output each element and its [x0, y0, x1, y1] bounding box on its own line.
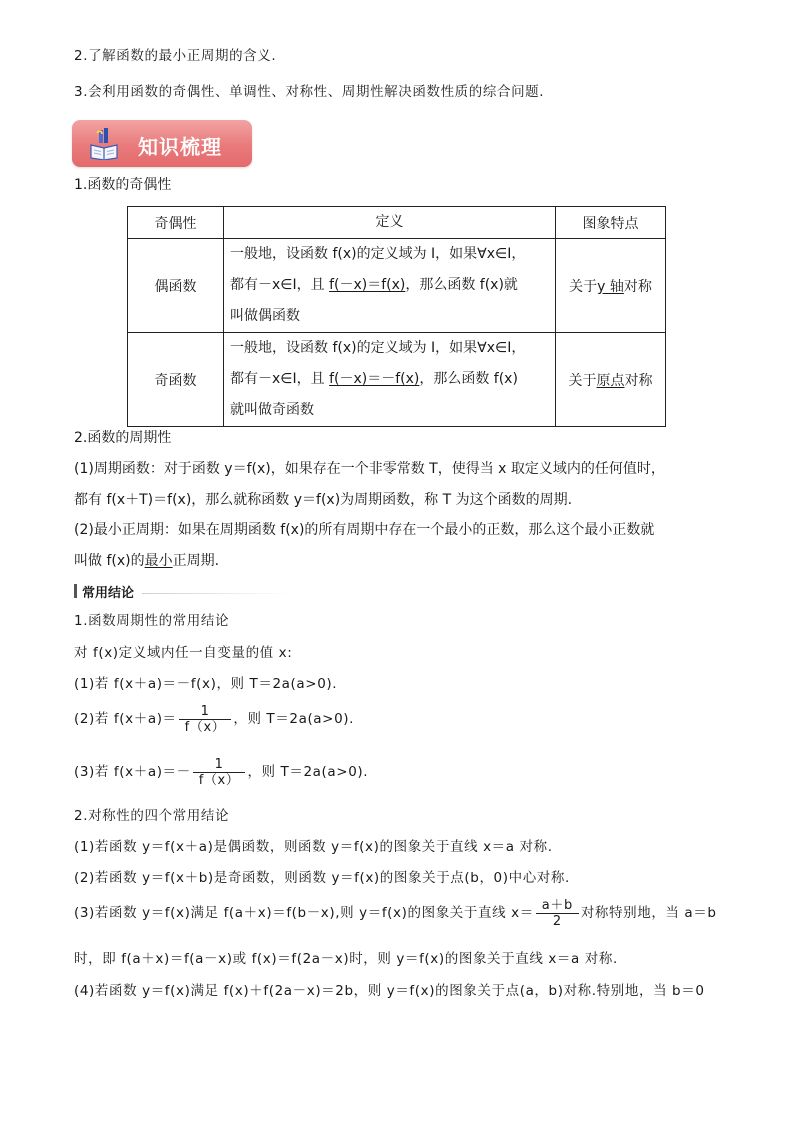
- even-feature: [556, 239, 666, 333]
- odd-def-line3: 就叫做奇函数: [230, 402, 314, 418]
- odd-feature-underline: 原点: [596, 372, 625, 389]
- c1-item3-post: ，则 T＝2a(a>0).: [247, 764, 369, 780]
- odd-feature: [556, 333, 666, 427]
- parity-table: [127, 206, 666, 427]
- odd-definition: [224, 333, 556, 427]
- c1-item1: (1)若 f(x＋a)＝－f(x)，则 T＝2a(a>0).: [74, 676, 338, 692]
- section1-title: 1.函数的奇偶性: [74, 177, 172, 193]
- even-feature-underline: y 轴: [597, 278, 624, 295]
- c2-item2: (2)若函数 y＝f(x＋b)是奇函数，则函数 y＝f(x)的图象关于点(b，0)中心对称.: [74, 870, 570, 886]
- objective-3: 3.会利用函数的奇偶性、单调性、对称性、周期性解决函数性质的综合问题.: [74, 84, 545, 100]
- fraction-numerator: 1: [200, 703, 210, 719]
- header-parity: 奇偶性: [128, 207, 224, 239]
- c1-item2-post: ，则 T＝2a(a>0).: [233, 711, 355, 727]
- even-def-line2-pre: 都有－x∈I，且: [230, 277, 330, 293]
- odd-def-line2: [230, 364, 549, 395]
- fraction-denominator: f（x）: [193, 772, 246, 788]
- table-row-odd: [128, 333, 666, 427]
- header-graph-feature: 图象特点: [556, 207, 666, 239]
- odd-def-line1: 一般地，设函数 f(x)的定义域为 I，如果∀x∈I，: [230, 340, 526, 356]
- c1-item2-pre: (2)若 f(x＋a)＝: [74, 711, 177, 727]
- even-feature-pre: 关于: [569, 278, 598, 295]
- min-period-pre: 叫做 f(x)的: [74, 553, 145, 569]
- fraction-numerator: a＋b: [541, 897, 573, 913]
- even-def-line3: 叫做偶函数: [230, 308, 300, 324]
- fraction-a-plus-b-over-2: [536, 898, 579, 929]
- c2-item4: (4)若函数 y＝f(x)满足 f(x)＋f(2a－x)＝2b，则 y＝f(x)的图象关于点(a，b)对称.特别地，当 b＝0: [74, 983, 705, 999]
- fraction-neg-1-over-fx: [193, 757, 246, 788]
- c2-item3-post: 对称特别地，当 a＝b: [580, 905, 717, 921]
- c2-item3-line2: 时，即 f(a＋x)＝f(a－x)或 f(x)＝f(2a－x)时，则 y＝f(x)的图象关于直线 x＝a 对称.: [74, 951, 618, 967]
- odd-def-line2-underline: f(－x)＝－f(x): [329, 371, 420, 387]
- header-definition: 定义: [224, 207, 556, 239]
- c1-item3: [74, 755, 368, 789]
- c1-item3-pre: (3)若 f(x＋a)＝－: [74, 764, 191, 780]
- even-def-line1: 一般地，设函数 f(x)的定义域为 I，如果∀x∈I，: [230, 246, 526, 262]
- fraction-numerator: 1: [214, 756, 224, 772]
- open-book-icon: [90, 128, 118, 160]
- c2-title: 2.对称性的四个常用结论: [74, 808, 230, 824]
- even-definition: [224, 239, 556, 333]
- fraction-denominator: 2: [536, 913, 579, 929]
- min-period-line1: (2)最小正周期：如果在周期函数 f(x)的所有周期中存在一个最小的正数，那么这个最小正数就: [74, 522, 655, 538]
- c1-intro: 对 f(x)定义域内任一自变量的值 x:: [74, 645, 293, 661]
- c2-item3: [74, 896, 717, 930]
- even-def-line2-post: ，那么函数 f(x)就: [405, 277, 518, 293]
- section-rule: [142, 593, 292, 594]
- fraction-denominator: f（x）: [179, 719, 232, 735]
- even-name: 偶函数: [128, 239, 224, 333]
- min-period-post: 正周期.: [172, 553, 220, 569]
- fraction-1-over-fx: [179, 704, 232, 735]
- c1-item2: [74, 702, 354, 736]
- banner-title: 知识梳理: [138, 135, 222, 159]
- min-period-line2: [74, 551, 219, 571]
- c2-item1: (1)若函数 y＝f(x＋a)是偶函数，则函数 y＝f(x)的图象关于直线 x＝a 对称.: [74, 839, 553, 855]
- even-feature-post: 对称: [623, 278, 652, 295]
- objective-2: 2.了解函数的最小正周期的含义.: [74, 48, 277, 64]
- section2-title: 2.函数的周期性: [74, 430, 172, 446]
- odd-feature-pre: 关于: [568, 372, 597, 389]
- table-row-even: [128, 239, 666, 333]
- min-period-underline: 最小: [144, 553, 173, 569]
- section-banner: [72, 120, 252, 167]
- even-def-line2: [230, 270, 549, 301]
- period-def-line1: (1)周期函数：对于函数 y＝f(x)，如果存在一个非零常数 T，使得当 x 取定义域内的任何值时，: [74, 461, 665, 477]
- even-def-line2-underline: f(－x)＝f(x): [329, 277, 406, 293]
- c1-title: 1.函数周期性的常用结论: [74, 613, 230, 629]
- odd-name: 奇函数: [128, 333, 224, 427]
- odd-def-line2-pre: 都有－x∈I，且: [230, 371, 330, 387]
- period-def-line2: 都有 f(x＋T)＝f(x)，那么就称函数 y＝f(x)为周期函数，称 T 为这个函数的周期.: [74, 492, 573, 508]
- table-header-row: [128, 207, 666, 239]
- c2-item3-pre: (3)若函数 y＝f(x)满足 f(a＋x)＝f(b－x),则 y＝f(x)的图象关于直线 x＝: [74, 905, 534, 921]
- odd-def-line2-post: ，那么函数 f(x): [419, 371, 518, 387]
- odd-feature-post: 对称: [624, 372, 653, 389]
- common-conclusions-label: 常用结论: [74, 582, 134, 601]
